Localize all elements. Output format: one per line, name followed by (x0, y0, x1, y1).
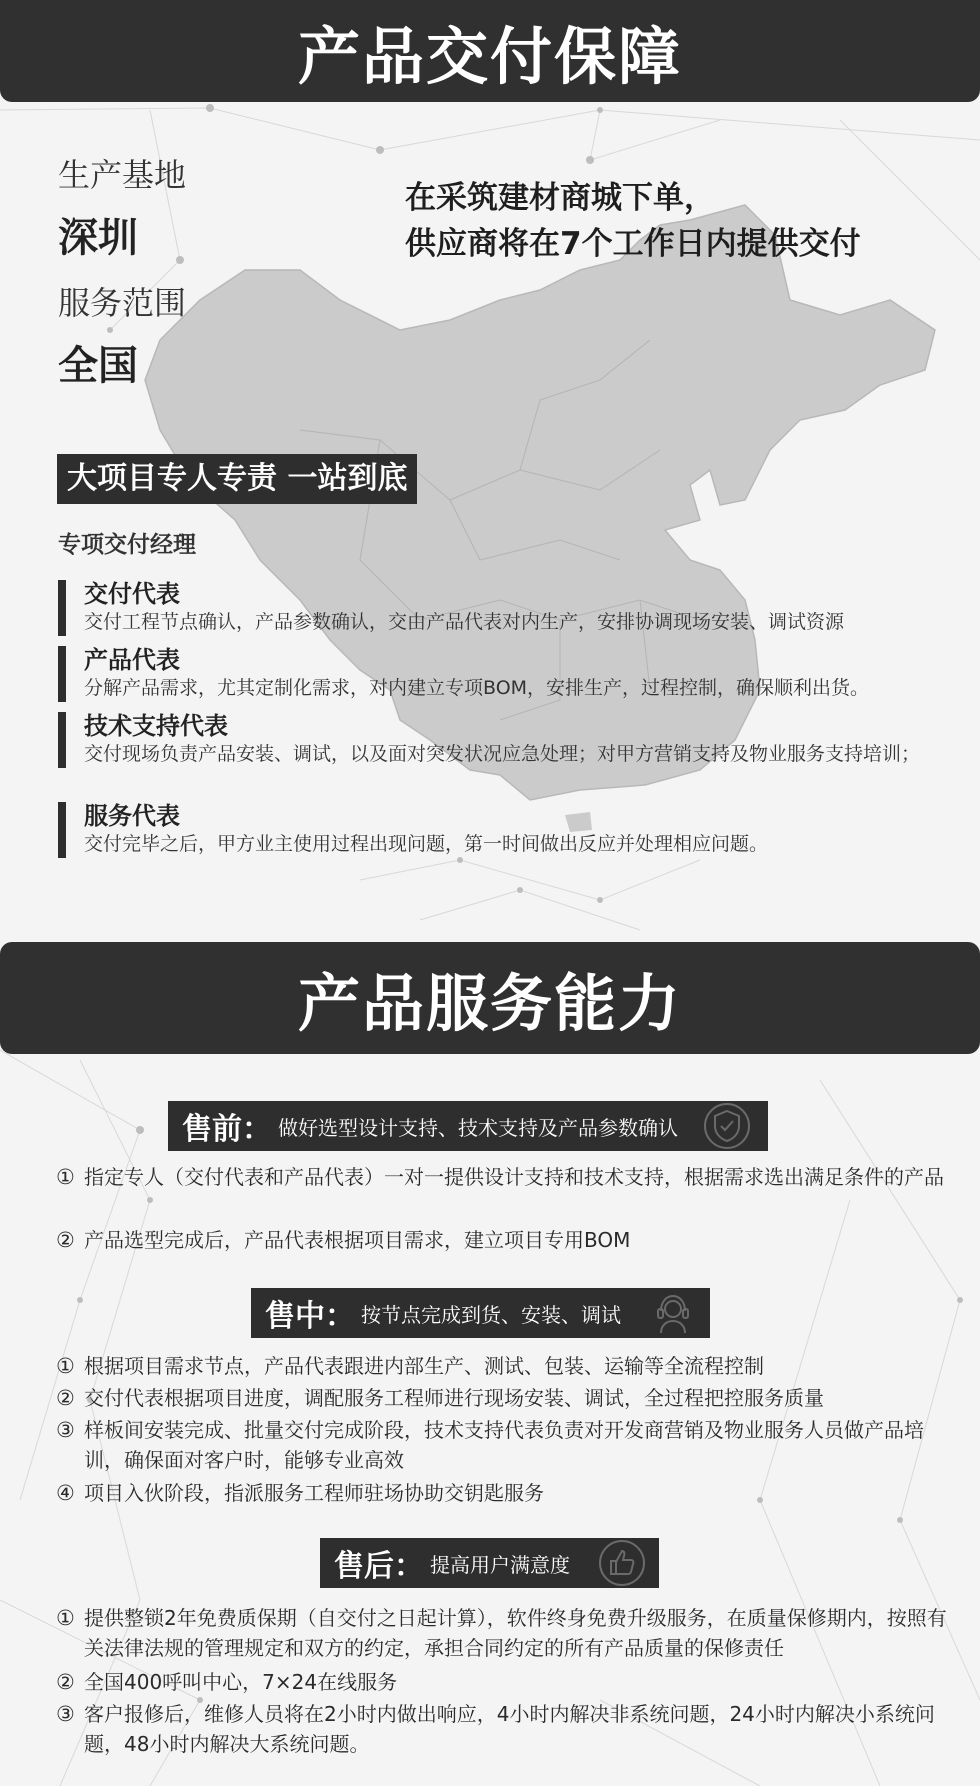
item-text: 根据项目需求节点，产品代表跟进内部生产、测试、包装、运输等全流程控制 (84, 1354, 764, 1378)
item-text: 样板间安装完成、批量交付完成阶段，技术支持代表负责对开发商营销及物业服务人员做产品培训，确保面对客户时，能够专业高效 (84, 1418, 924, 1472)
role-tech-support (58, 712, 938, 768)
item-number: ① (56, 1165, 75, 1189)
delivery-promise (405, 175, 861, 267)
item-number: ② (56, 1228, 75, 1252)
aftersale-item (56, 1699, 956, 1759)
insale-desc: 按节点完成到货、安装、调试 (361, 1302, 621, 1327)
headset-icon (649, 1289, 697, 1338)
role-desc: 交付完毕之后，甲方业主使用过程出现问题，第一时间做出反应并处理相应问题。 (84, 833, 769, 855)
aftersale-item (56, 1603, 956, 1663)
insale-colon: ： (325, 1299, 355, 1334)
shield-check-icon (703, 1102, 751, 1151)
insale-item (56, 1478, 956, 1508)
section2-banner (0, 942, 980, 1054)
item-text: 指定专人（交付代表和产品代表）一对一提供设计支持和技术支持，根据需求选出满足条件的产品 (84, 1165, 944, 1189)
presale-pill (168, 1101, 768, 1151)
delivery-manager-subtitle: 专项交付经理 (58, 532, 196, 558)
promise-line-2: 供应商将在7个工作日内提供交付 (405, 226, 861, 262)
dedicated-tag: 大项目专人专责 一站到底 (57, 454, 417, 504)
role-name: 技术支持代表 (84, 712, 228, 740)
item-text: 提供整锁2年免费质保期（自交付之日起计算），软件终身免费升级服务，在质量保修期内，按照有关法律法规的管理规定和双方的约定，承担合同约定的所有产品质量的保修责任 (84, 1606, 947, 1660)
presale-item (56, 1162, 956, 1192)
insale-pill (251, 1288, 710, 1338)
thumbs-up-icon (598, 1539, 646, 1588)
insale-item (56, 1351, 956, 1381)
item-text: 项目入伙阶段，指派服务工程师驻场协助交钥匙服务 (84, 1481, 544, 1505)
role-desc: 分解产品需求，尤其定制化需求，对内建立专项BOM，安排生产，过程控制，确保顺利出货。 (84, 677, 870, 699)
section1-banner (0, 0, 980, 102)
item-number: ③ (56, 1418, 75, 1442)
item-number: ① (56, 1354, 75, 1378)
item-text: 交付代表根据项目进度，调配服务工程师进行现场安装、调试，全过程把控服务质量 (84, 1386, 824, 1410)
role-name: 交付代表 (84, 580, 180, 608)
role-name: 服务代表 (84, 802, 180, 830)
item-text: 产品选型完成后，产品代表根据项目需求，建立项目专用BOM (84, 1228, 631, 1252)
item-number: ③ (56, 1702, 75, 1726)
item-number: ② (56, 1670, 75, 1694)
aftersale-title: 售后 (334, 1549, 394, 1584)
aftersale-pill (320, 1538, 659, 1588)
item-number: ① (56, 1606, 75, 1630)
aftersale-desc: 提高用户满意度 (430, 1552, 570, 1577)
role-desc: 交付工程节点确认，产品参数确认，交由产品代表对内生产，安排协调现场安装、调试资源 (84, 611, 845, 633)
insale-item (56, 1383, 956, 1413)
item-number: ④ (56, 1481, 75, 1505)
role-product (58, 646, 938, 702)
promise-line-1: 在采筑建材商城下单， (405, 180, 715, 216)
role-service (58, 802, 938, 858)
scope-label: 服务范围 (58, 284, 187, 322)
presale-item (56, 1225, 956, 1255)
role-name: 产品代表 (84, 646, 180, 674)
insale-title: 售中 (265, 1299, 325, 1334)
insale-item (56, 1415, 956, 1475)
section2-title: 产品服务能力 (297, 966, 682, 1040)
role-delivery (58, 580, 938, 636)
presale-title: 售前 (182, 1112, 242, 1147)
aftersale-colon: ： (394, 1549, 424, 1584)
base-label: 生产基地 (58, 156, 187, 194)
base-value: 深圳 (58, 215, 138, 261)
scope-value: 全国 (58, 343, 138, 389)
item-number: ② (56, 1386, 75, 1410)
presale-colon: ： (242, 1112, 272, 1147)
section1-title: 产品交付保障 (297, 19, 682, 93)
item-text: 客户报修后，维修人员将在2小时内做出响应，4小时内解决非系统问题，24小时内解决小系统问题，48小时内解决大系统问题。 (84, 1702, 935, 1756)
presale-desc: 做好选型设计支持、技术支持及产品参数确认 (278, 1115, 678, 1140)
aftersale-item (56, 1667, 956, 1697)
role-desc: 交付现场负责产品安装、调试，以及面对突发状况应急处理；对甲方营销支持及物业服务支持培训； (84, 743, 921, 765)
item-text: 全国400呼叫中心，7×24在线服务 (84, 1670, 398, 1694)
